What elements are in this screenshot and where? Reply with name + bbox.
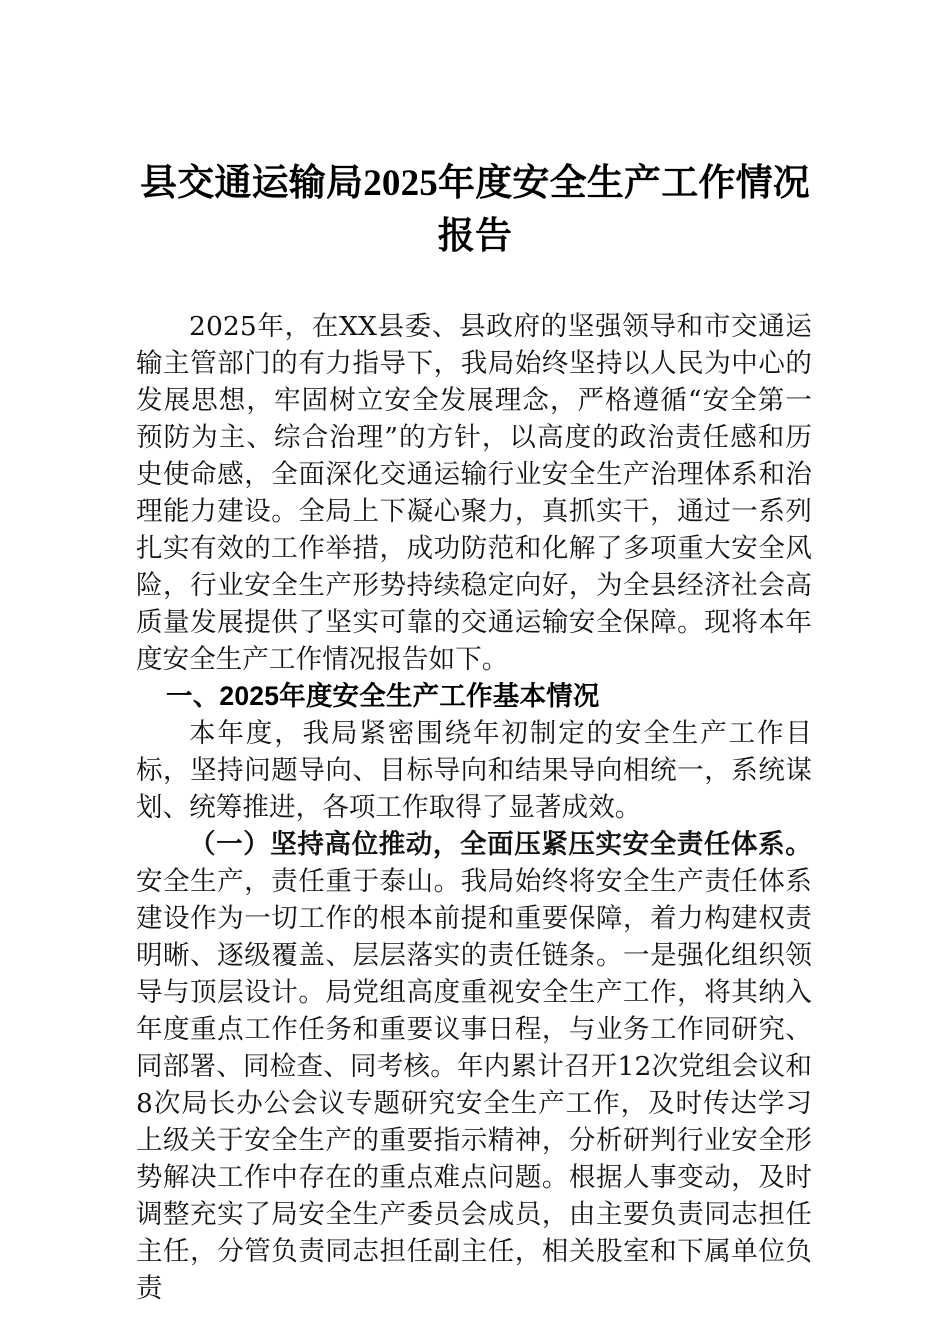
paragraph-section1-item1 (136, 826, 812, 1307)
page-title-line-1: 县交通运输局2025年度安全生产工作情况 (140, 163, 810, 204)
paragraph-section1-intro: 本年度，我局紧密围绕年初制定的安全生产工作目标，坚持问题导向、目标导向和结果导向相统一，系统谋划、统筹推进，各项工作取得了显著成效。 (136, 718, 812, 823)
section-heading-1: 一、2025年度安全生产工作基本情况 (166, 681, 600, 711)
title-body-spacer (136, 263, 812, 308)
document-content (136, 0, 812, 1307)
paragraph-intro: 2025年，在XX县委、县政府的坚强领导和市交通运输主管部门的有力指导下，我局始终坚持以人民为中心的发展思想，牢固树立安全发展理念，严格遵循“安全第一预防为主、综合治理”的方针，以高度的政治责任感和历史使命感，全面深化交通运输行业安全生产治理体系和治理能力建设。全局上下凝心聚力，真抓实干，通过一系列扎实有效的工作举措，成功防范和化解了多项重大安全风险，行业安全生产形势持续稳定向好，为全县经济社会高质量发展提供了坚实可靠的交通运输安全保障。现将本年度安全生产工作情况报告如下。 (136, 311, 812, 675)
subsection-heading-1-1: （一）坚持高位推动，全面压紧压实安全责任体系。 (189, 829, 812, 860)
page-title-line-2: 报告 (437, 216, 513, 257)
page-title (136, 0, 812, 263)
paragraph-section1-item1-body: 安全生产，责任重于泰山。我局始终将安全生产责任体系建设作为一切工作的根本前提和重要保障，着力构建权责明晰、逐级覆盖、层层落实的责任链条。一是强化组织领导与顶层设计。局党组高度重视安全生产工作，将其纳入年度重点工作任务和重要议事日程，与业务工作同研究、同部署、同检查、同考核。年内累计召开12次党组会议和8次局长办公会议专题研究安全生产工作，及时传达学习上级关于安全生产的重要指示精神，分析研判行业安全形势解决工作中存在的重点难点问题。根据人事变动，及时调整充实了局安全生产委员会成员，由主要负责同志担任主任，分管负责同志担任副主任，相关股室和下属单位负责 (136, 866, 812, 1304)
